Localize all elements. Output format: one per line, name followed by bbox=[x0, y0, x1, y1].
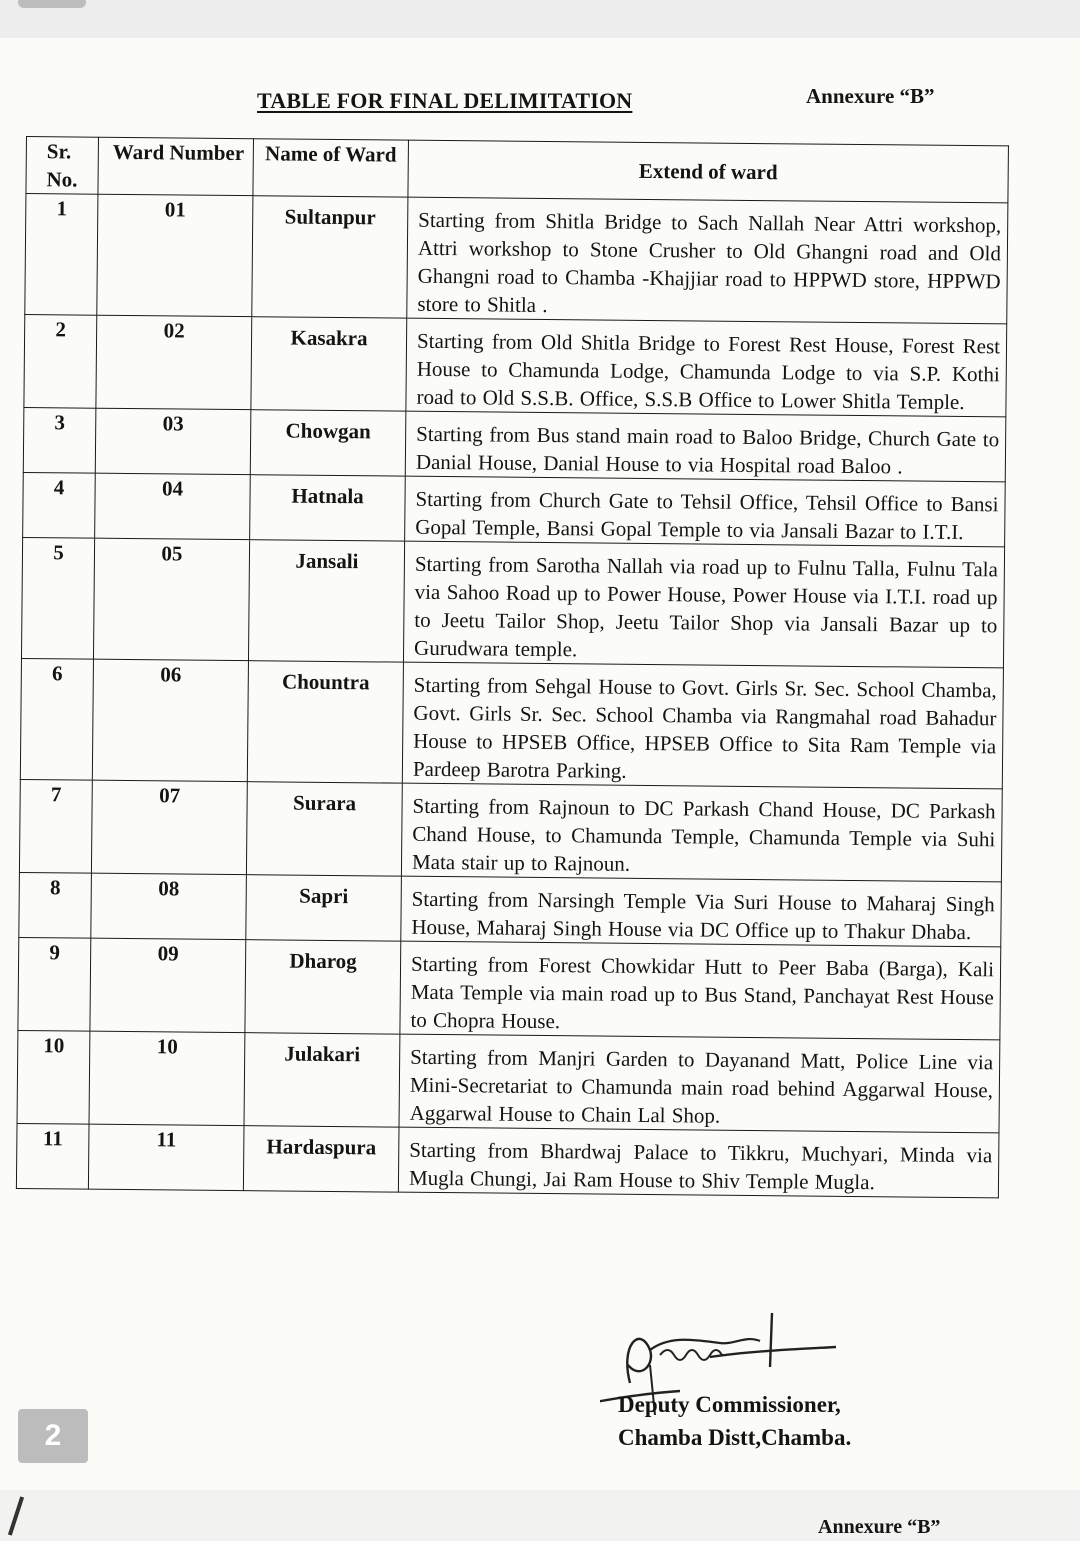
cell-sr-no: 11 bbox=[16, 1123, 89, 1189]
next-page-annexure-label: Annexure “B” bbox=[818, 1516, 941, 1538]
cell-extent: Starting from Shitla Bridge to Sach Nallah Near Attri workshop, Attri workshop to Stone Crusher to Old Ghangni road and Old Ghangni road to Chamba -Khajjiar road to HPPWD store, HPPWD store to Shitla . bbox=[407, 197, 1008, 324]
cell-ward-name: Kasakra bbox=[251, 317, 407, 411]
header-ward-name: Name of Ward bbox=[253, 139, 409, 197]
table-row bbox=[18, 937, 1001, 1039]
viewer-top-bar bbox=[0, 0, 1080, 36]
cell-sr-no: 3 bbox=[23, 407, 96, 473]
cell-extent: Starting from Bhardwaj Palace to Tikkru, Muchyari, Minda via Mugla Chungi, Jai Ram House to Shiv Temple Mugla. bbox=[398, 1127, 999, 1198]
table-row bbox=[17, 1030, 1000, 1132]
cell-ward-number: 09 bbox=[90, 938, 246, 1032]
table-row bbox=[20, 658, 1003, 788]
table-header-row bbox=[26, 137, 1009, 203]
table-row bbox=[19, 779, 1002, 881]
cell-ward-number: 02 bbox=[96, 315, 252, 409]
cell-ward-name: Hardaspura bbox=[243, 1126, 399, 1192]
cell-ward-name: Chowgan bbox=[250, 410, 406, 476]
cell-extent: Starting from Narsingh Temple Via Suri House to Maharaj Singh House, Maharaj Singh House via DC Office up to Thakur Dhaba. bbox=[401, 876, 1002, 947]
cell-extent: Starting from Old Shitla Bridge to Forest Rest House, Forest Rest House to Chamunda Lodge, Chamunda Lodge to via S.P. Kothi road to Old S.S.B. Office, S.S.B Office to Lower Shitla Temple. bbox=[406, 318, 1007, 417]
cell-ward-name: Sultanpur bbox=[252, 196, 408, 318]
document-title: TABLE FOR FINAL DELIMITATION bbox=[257, 88, 633, 113]
cell-ward-number: 10 bbox=[89, 1031, 245, 1125]
cell-sr-no: 8 bbox=[19, 872, 92, 938]
cell-extent: Starting from Forest Chowkidar Hutt to Peer Baba (Barga), Kali Mata Temple via main road up to Bus Stand, Panchayat Rest House to Chopra House. bbox=[400, 941, 1001, 1040]
cell-extent: Starting from Sehgal House to Govt. Girls Sr. Sec. School Chamba, Govt. Girls Sr. Sec. School Chamba via Rangmahal road Bahadur House to HPSEB Office, HPSEB Office to Sita Ram Temple via Pardeep Barotra Parking. bbox=[402, 662, 1003, 789]
cell-ward-name: Hatnala bbox=[250, 475, 406, 541]
cell-ward-number: 05 bbox=[93, 538, 249, 660]
cell-sr-no: 9 bbox=[18, 937, 91, 1031]
cell-ward-name: Dharog bbox=[245, 940, 401, 1034]
annexure-label: Annexure “B” bbox=[806, 84, 935, 108]
cell-ward-number: 03 bbox=[95, 408, 251, 474]
cell-ward-number: 11 bbox=[88, 1124, 244, 1190]
table-row bbox=[25, 194, 1008, 324]
header-ward-number: Ward Number bbox=[98, 137, 254, 195]
cell-sr-no: 6 bbox=[20, 658, 93, 780]
table-body bbox=[16, 194, 1008, 1198]
cell-sr-no: 5 bbox=[21, 537, 94, 659]
cell-extent: Starting from Bus stand main road to Baloo Bridge, Church Gate to Danial House, Danial House to via Hospital road Baloo . bbox=[405, 411, 1006, 482]
cell-ward-name: Chountra bbox=[247, 661, 403, 783]
delimitation-table bbox=[16, 136, 1009, 1198]
table-row bbox=[19, 872, 1002, 946]
table-row bbox=[23, 472, 1006, 546]
cell-sr-no: 1 bbox=[25, 194, 98, 316]
cell-sr-no: 2 bbox=[24, 314, 97, 408]
cell-sr-no: 4 bbox=[23, 472, 96, 538]
cell-ward-number: 08 bbox=[91, 873, 247, 939]
page-number-badge[interactable]: 2 bbox=[18, 1409, 88, 1463]
signatory-block bbox=[618, 1388, 851, 1454]
cell-ward-number: 01 bbox=[97, 194, 253, 316]
signatory-designation: Deputy Commissioner, bbox=[618, 1392, 841, 1417]
cell-sr-no: 7 bbox=[19, 779, 92, 873]
cell-ward-name: Surara bbox=[246, 782, 402, 876]
cell-extent: Starting from Sarotha Nallah via road up to Fulnu Talla, Fulnu Tala via Sahoo Road up to Power House, Power House via I.T.I. road up to Jeetu Tailor Shop, Jeetu Tailor Shop via Jansali Bazar up to Gurudwara temple. bbox=[403, 541, 1004, 668]
cell-ward-number: 04 bbox=[95, 473, 251, 539]
viewer-tab-handle[interactable] bbox=[18, 0, 86, 8]
cell-extent: Starting from Church Gate to Tehsil Office, Tehsil Office to Bansi Gopal Temple, Bansi Gopal Temple to via Jansali Bazar to I.T.I. bbox=[405, 476, 1006, 547]
header-sr-no: Sr. No. bbox=[26, 137, 99, 195]
cell-ward-name: Jansali bbox=[248, 540, 404, 662]
cell-ward-name: Sapri bbox=[246, 875, 402, 941]
table-row bbox=[24, 314, 1007, 416]
signatory-office: Chamba Distt,Chamba. bbox=[618, 1425, 852, 1450]
pen-mark bbox=[8, 1496, 24, 1535]
table-row bbox=[21, 537, 1004, 667]
cell-sr-no: 10 bbox=[17, 1030, 90, 1124]
header-extent: Extend of ward bbox=[408, 140, 1009, 203]
cell-ward-number: 06 bbox=[92, 659, 248, 781]
table-row bbox=[23, 407, 1006, 481]
table-row bbox=[16, 1123, 999, 1197]
cell-ward-name: Julakari bbox=[244, 1033, 400, 1127]
cell-extent: Starting from Manjri Garden to Dayanand Matt, Police Line via Mini-Secretariat to Chamunda main road behind Aggarwal House, Aggarwal House to Chain Lal Shop. bbox=[399, 1034, 1000, 1133]
cell-extent: Starting from Rajnoun to DC Parkash Chand House, DC Parkash Chand House, to Chamunda Temple, Chamunda Temple via Suhi Mata stair up to Rajnoun. bbox=[401, 783, 1002, 882]
cell-ward-number: 07 bbox=[91, 780, 247, 874]
